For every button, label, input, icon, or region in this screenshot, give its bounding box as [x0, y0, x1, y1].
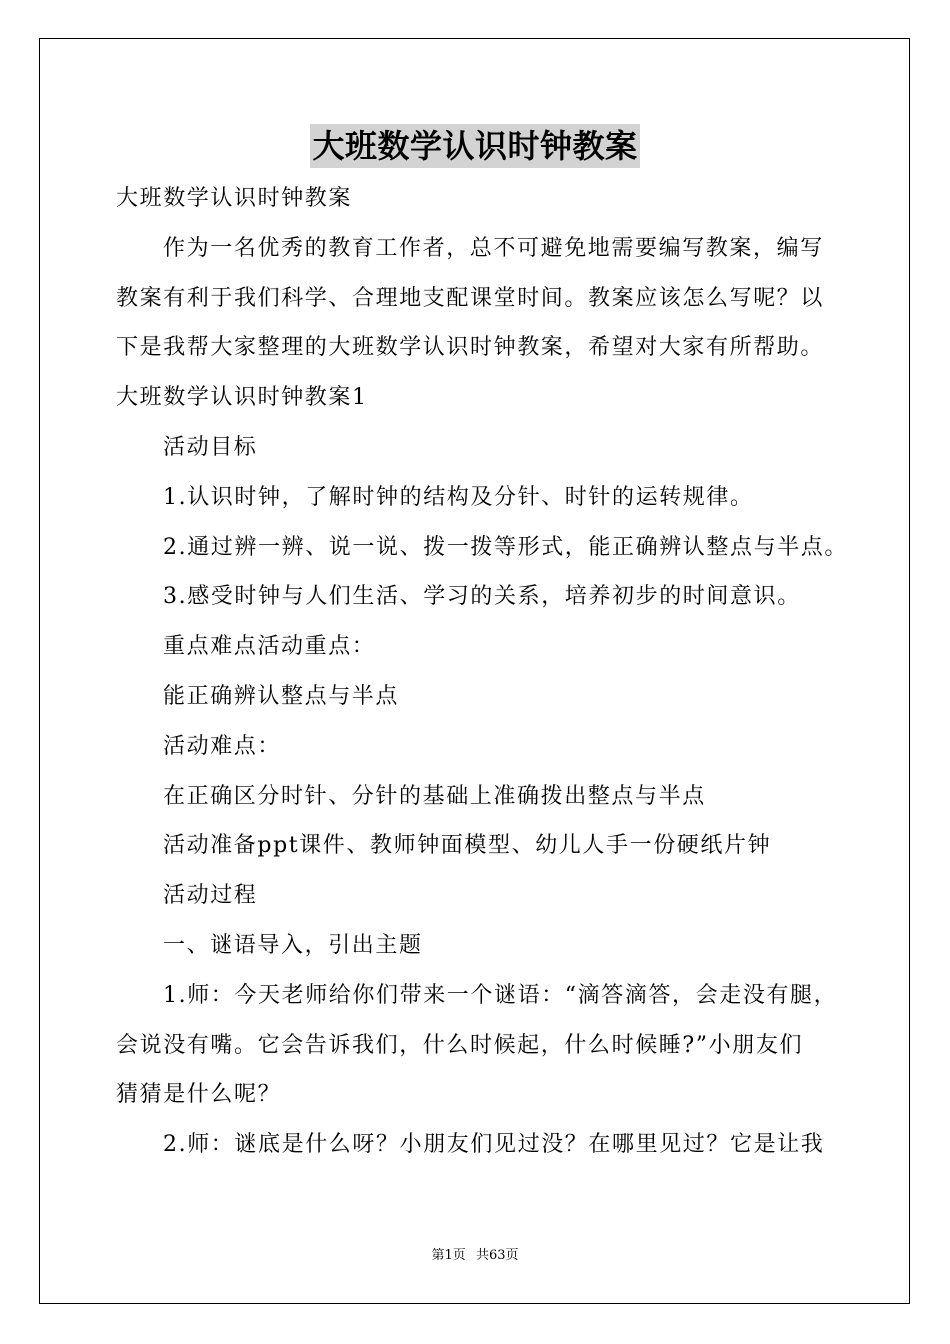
body-line-19: 猜猜是什么呢？	[116, 1082, 282, 1108]
section-heading-1: 大班数学认识时钟教案1	[116, 385, 368, 411]
body-line-4: 下是我帮大家整理的大班数学认识时钟教案，希望对大家有所帮助。	[116, 335, 825, 361]
body-line-20: 2.师：谜底是什么呀？小朋友们见过没？在哪里见过？它是让我	[163, 1132, 825, 1158]
page-number: 第1页	[431, 1248, 466, 1263]
document-title: 大班数学认识时钟教案	[310, 124, 639, 168]
body-line-1: 大班数学认识时钟教案	[116, 186, 353, 211]
page-footer	[0, 1247, 950, 1265]
body-line-9: 3.感受时钟与人们生活、学习的关系，培养初步的时间意识。	[163, 584, 801, 610]
title-wrap	[0, 124, 950, 168]
body-line-18: 会说没有嘴。它会告诉我们，什么时候起，什么时候睡?”小朋友们	[116, 1032, 804, 1058]
body-line-10: 重点难点活动重点：	[163, 634, 376, 660]
body-line-12: 活动难点：	[163, 733, 282, 759]
body-line-17: 1.师：今天老师给你们带来一个谜语：“滴答滴答，会走没有腿，	[163, 982, 838, 1008]
body-line-13: 在正确区分时针、分针的基础上准确拨出整点与半点	[163, 783, 706, 809]
body-line-15: 活动过程	[163, 883, 258, 909]
body-line-16: 一、谜语导入，引出主题	[163, 932, 423, 958]
body-line-8: 2.通过辨一辨、说一说、拨一拨等形式，能正确辨认整点与半点。	[163, 534, 848, 560]
page-total: 共63页	[475, 1248, 519, 1263]
document-body	[116, 174, 848, 1170]
body-line-3: 教案有利于我们科学、合理地支配课堂时间。教案应该怎么写呢？以	[116, 285, 825, 311]
body-line-7: 1.认识时钟，了解时钟的结构及分针、时针的运转规律。	[163, 484, 754, 510]
body-line-2: 作为一名优秀的教育工作者，总不可避免地需要编写教案，编写	[163, 235, 824, 261]
body-line-6: 活动目标	[163, 434, 258, 460]
body-line-11: 能正确辨认整点与半点	[163, 683, 400, 709]
body-line-14: 活动准备ppt课件、教师钟面模型、幼儿人手一份硬纸片钟	[163, 833, 772, 859]
